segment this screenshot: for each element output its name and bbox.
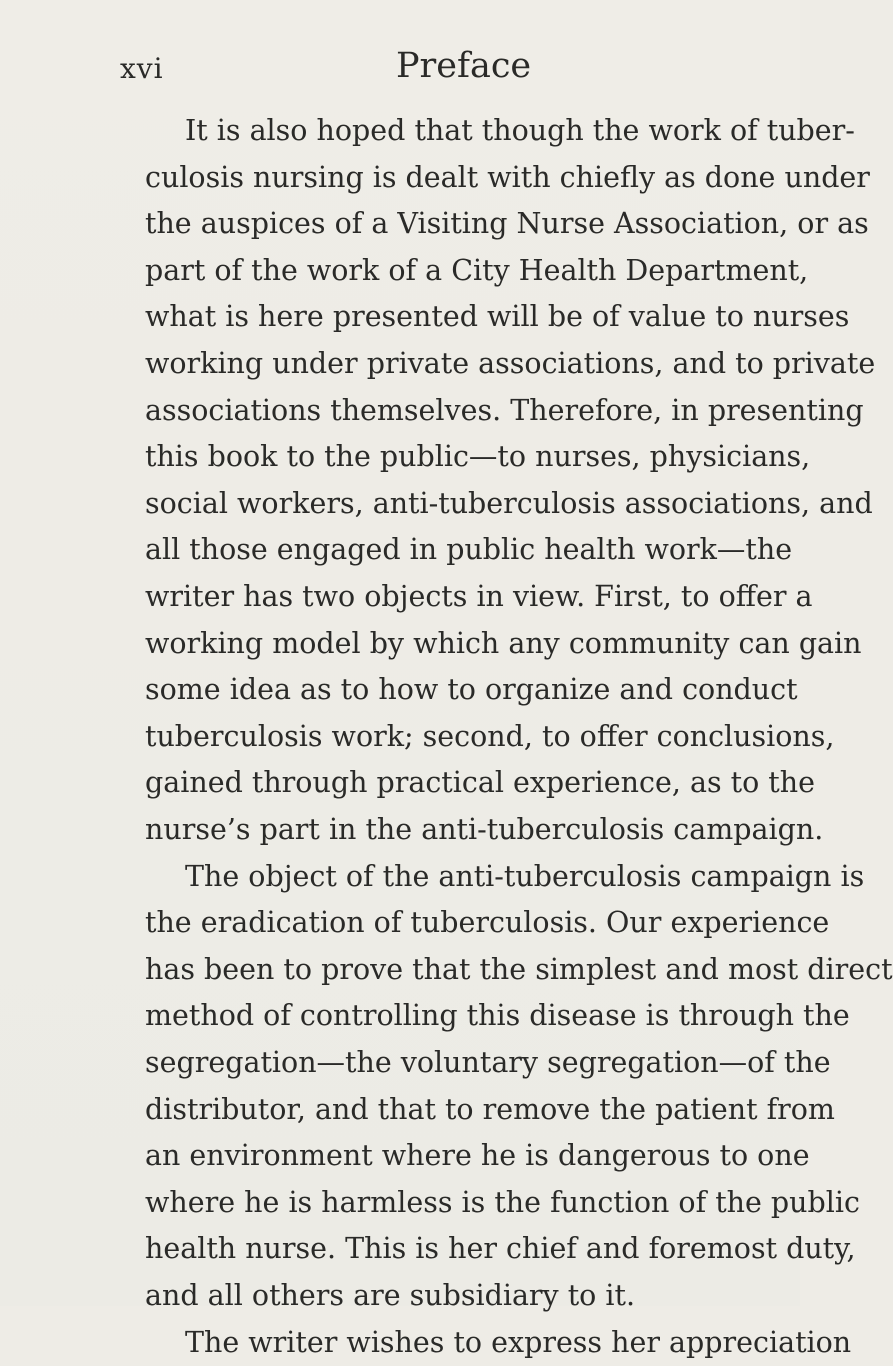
text-line: what is here presented will be of value to nurses: [145, 300, 850, 334]
page-number: xvi: [120, 52, 164, 85]
text-line: working model by which any community can gain: [145, 626, 862, 660]
text-line: writer has two objects in view. First, to offer a: [145, 580, 813, 613]
text-line: an environment where he is dangerous to one: [145, 1139, 810, 1173]
text-line: associations themselves. Therefore, in presenting: [145, 393, 864, 427]
text-line: some idea as to how to organize and conduct: [145, 673, 798, 707]
page-header: [120, 46, 640, 96]
text-line: working under private associations, and to private: [145, 347, 876, 380]
text-line: segregation—the voluntary segregation—of the: [145, 1046, 831, 1079]
text-line: method of controlling this disease is through the: [145, 999, 850, 1033]
text-line: has been to prove that the simplest and most direct: [145, 952, 893, 986]
text-line: The object of the anti-tuberculosis campaign is: [185, 859, 865, 893]
text-line: all those engaged in public health work—the: [145, 533, 793, 567]
text-line: where he is harmless is the function of the public: [145, 1185, 860, 1219]
running-head: Preface: [396, 46, 532, 86]
text-line: the auspices of a Visiting Nurse Association, or as: [145, 207, 869, 241]
text-line: and all others are subsidiary to it.: [145, 1279, 636, 1312]
text-line: this book to the public—to nurses, physicians,: [145, 440, 811, 474]
text-line: culosis nursing is dealt with chiefly as done under: [145, 160, 870, 194]
text-line: nurse’s part in the anti-tuberculosis campaign.: [145, 813, 824, 846]
text-line: The writer wishes to express her appreciation: [185, 1325, 852, 1359]
text-line: gained through practical experience, as to the: [145, 766, 815, 800]
text-line: It is also hoped that though the work of tuber-: [185, 114, 855, 147]
text-line: health nurse. This is her chief and foremost duty,: [145, 1232, 856, 1266]
text-line: social workers, anti-tuberculosis associations, and: [145, 486, 873, 520]
text-line: distributor, and that to remove the patient from: [145, 1092, 835, 1126]
text-line: tuberculosis work; second, to offer conclusions,: [145, 719, 835, 753]
text-line: part of the work of a City Health Department,: [145, 253, 809, 287]
text-line: the eradication of tuberculosis. Our experience: [145, 906, 830, 940]
